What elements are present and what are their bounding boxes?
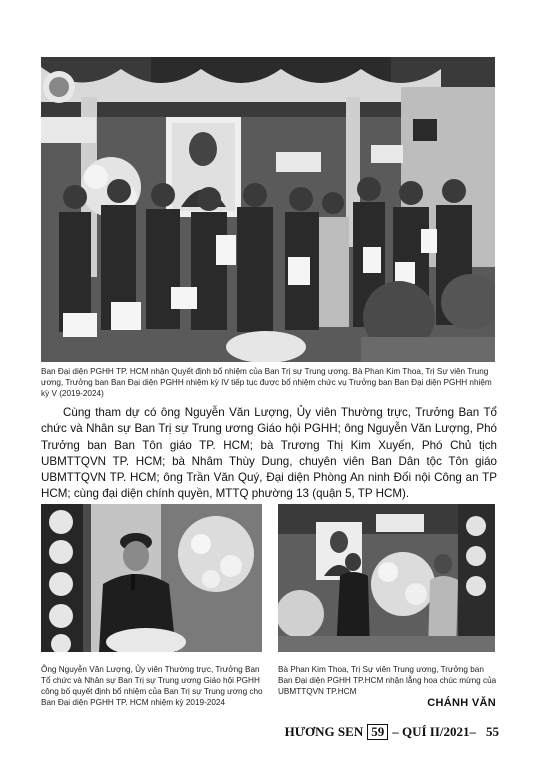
issue-period: – QUÍ II/2021– xyxy=(392,724,476,739)
issue-number: 59 xyxy=(367,724,388,740)
left-photo-caption: Ông Nguyễn Văn Lượng, Ủy viên Thường trực, Trưởng Ban Tổ chức và Nhân sự Ban Trị sự Trung ương Giáo hội PGHH công bố quyết định bổ nhiệm của Ban Trị sự Trung ương cho Ban Đại diện PGHH TP. HCM nhiệm kỳ 2019-2024 xyxy=(41,665,263,707)
ceremony-group-photo xyxy=(41,57,495,362)
author-byline: CHÁNH VĂN xyxy=(427,697,496,709)
page-number: 55 xyxy=(486,724,499,739)
magazine-name: HƯƠNG SEN xyxy=(284,724,364,739)
flower-presentation-photo xyxy=(278,504,495,652)
article-paragraph: Cùng tham dự có ông Nguyễn Văn Lượng, Ủy viên Thường trực, Trưởng Ban Tổ chức và Nhân sự Ban Trị sự Trung ương Giáo hội PGHH; ông Nguyễn Văn Lượng, Phó Trưởng ban Ban Tôn giáo TP. HCM; bà Trương Thị Kim Xuyến, Phó Chủ tịch UBMTTQVN TP. HCM; bà Nhâm Thùy Dung, chuyên viên Ban Dân tộc Tôn giáo UBMTTQVN TP. HCM; ông Trần Văn Quý, Đại diện Phòng An ninh Đối nội Công an TP HCM; cùng đại diện chính quyền, MTTQ phường 13 (quận 5, TP HCM). xyxy=(41,406,497,501)
right-photo-caption: Bà Phan Kim Thoa, Trị Sự viên Trung ương, Trưởng ban Ban Đại diện PGHH TP.HCM nhận lẵng hoa chúc mừng của UBMTTQVN TP.HCM xyxy=(278,665,497,696)
top-photo-caption: Ban Đại diện PGHH TP. HCM nhận Quyết định bổ nhiệm của Ban Trị sự Trung ương. Bà Phan Kim Thoa, Trị Sự viên Trung ương, Trưởng ban Ban Đại diện PGHH nhiệm kỳ IV tiếp tục được bổ nhiệm chức vụ Trưởng ban Ban Đại diện PGHH nhiệm kỳ V (2019-2024) xyxy=(41,367,492,398)
page-footer xyxy=(285,724,499,740)
speaker-photo xyxy=(41,504,262,652)
